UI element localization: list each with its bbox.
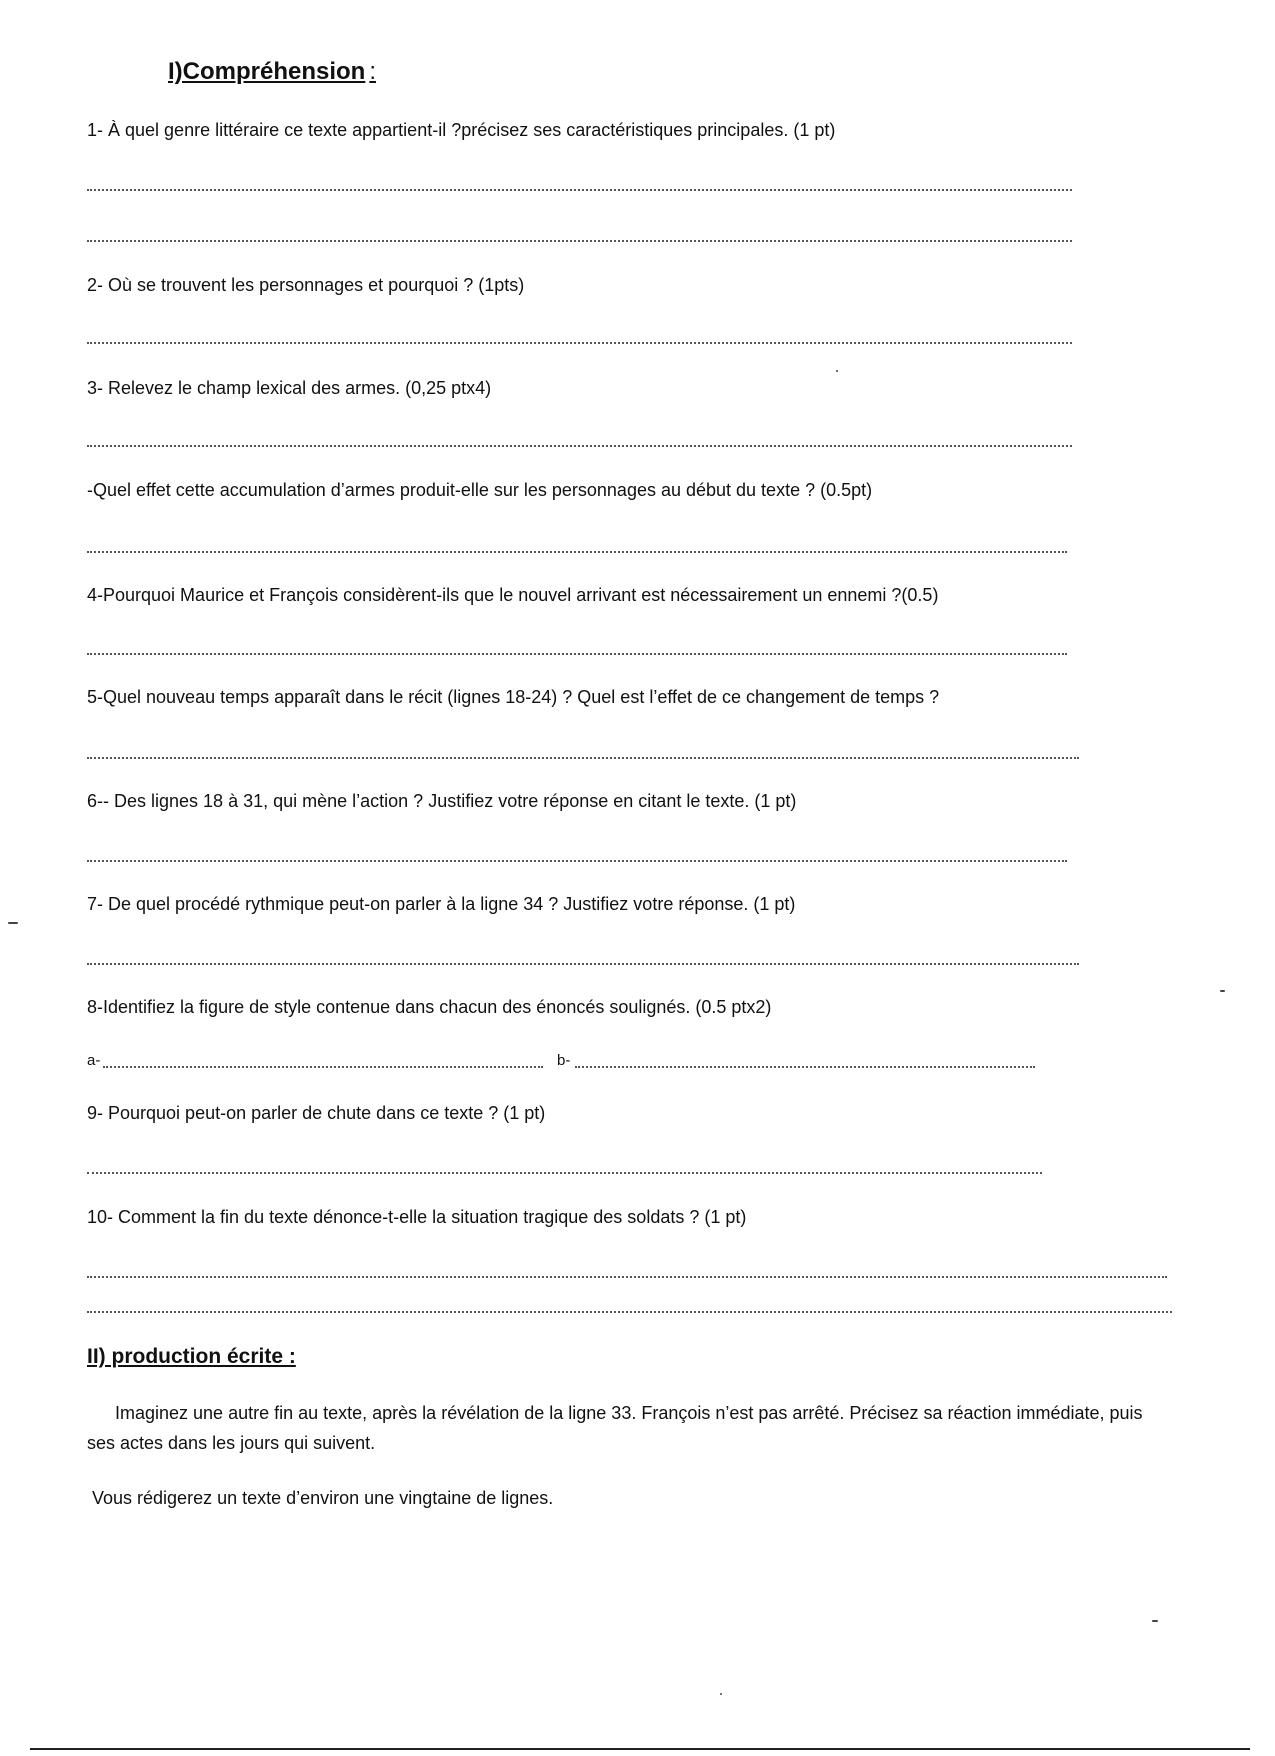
answer-line-8a[interactable] — [103, 1066, 543, 1068]
section-1-title-text: I)Compréhension — [168, 58, 366, 85]
question-7: 7- De quel procédé rythmique peut-on parler à la ligne 34 ? Justifiez votre réponse. (1 pt) — [87, 894, 796, 914]
answer-line-10b[interactable] — [87, 1311, 1172, 1313]
question-6: 6-- Des lignes 18 à 31, qui mène l’action ? Justifiez votre réponse en citant le texte. (1 pt) — [87, 791, 797, 811]
question-9: 9- Pourquoi peut-on parler de chute dans ce texte ? (1 pt) — [87, 1103, 546, 1123]
question-10: 10- Comment la fin du texte dénonce-t-elle la situation tragique des soldats ? (1 pt) — [87, 1207, 747, 1227]
writing-instruction: Vous rédigerez un texte d’environ une vingtaine de lignes. — [92, 1488, 554, 1508]
answer-label-b: b- — [557, 1052, 571, 1069]
answer-line-3b[interactable] — [87, 551, 1067, 553]
scan-mark — [720, 1693, 722, 1695]
bottom-rule — [30, 1748, 1250, 1750]
answer-line-2[interactable] — [87, 342, 1072, 344]
section-1-title — [168, 58, 376, 86]
scan-mark — [1152, 1620, 1158, 1622]
question-2: 2- Où se trouvent les personnages et pourquoi ? (1pts) — [87, 275, 525, 295]
answer-line-8b[interactable] — [575, 1066, 1035, 1068]
section-2-title: II) production écrite : — [87, 1345, 296, 1368]
scan-mark — [8, 922, 18, 924]
answer-label-a: a- — [87, 1052, 101, 1069]
question-8: 8-Identifiez la figure de style contenue dans chacun des énoncés soulignés. (0.5 ptx2) — [87, 997, 772, 1017]
answer-line-1a[interactable] — [87, 189, 1072, 191]
answer-line-9[interactable] — [87, 1172, 1042, 1174]
question-4: 4-Pourquoi Maurice et François considèrent-ils que le nouvel arrivant est nécessairement un ennemi ?(0.5) — [87, 585, 939, 605]
question-3: 3- Relevez le champ lexical des armes. (0,25 ptx4) — [87, 378, 492, 398]
answer-line-10a[interactable] — [87, 1276, 1167, 1278]
answer-line-4[interactable] — [87, 653, 1067, 655]
answer-line-3[interactable] — [87, 445, 1072, 447]
answer-line-6[interactable] — [87, 860, 1067, 862]
answer-line-5[interactable] — [87, 757, 1079, 759]
answer-line-7[interactable] — [87, 963, 1079, 965]
writing-prompt: Imaginez une autre fin au texte, après la révélation de la ligne 33. François n’est pas arrêté. Précisez sa réaction immédiate, puis ses actes dans les jours qui suivent. — [87, 1403, 1143, 1453]
question-3-followup: -Quel effet cette accumulation d’armes produit-elle sur les personnages au début du texte ? (0.5pt) — [87, 480, 873, 500]
question-1: 1- À quel genre littéraire ce texte appartient-il ?précisez ses caractéristiques principales. (1 pt) — [87, 120, 836, 140]
answer-line-1b[interactable] — [87, 240, 1072, 242]
section-1-title-colon: : — [369, 58, 377, 85]
scan-mark — [1220, 990, 1225, 992]
scan-mark — [836, 370, 838, 372]
question-5: 5-Quel nouveau temps apparaît dans le récit (lignes 18-24) ? Quel est l’effet de ce changement de temps ? — [87, 687, 940, 707]
